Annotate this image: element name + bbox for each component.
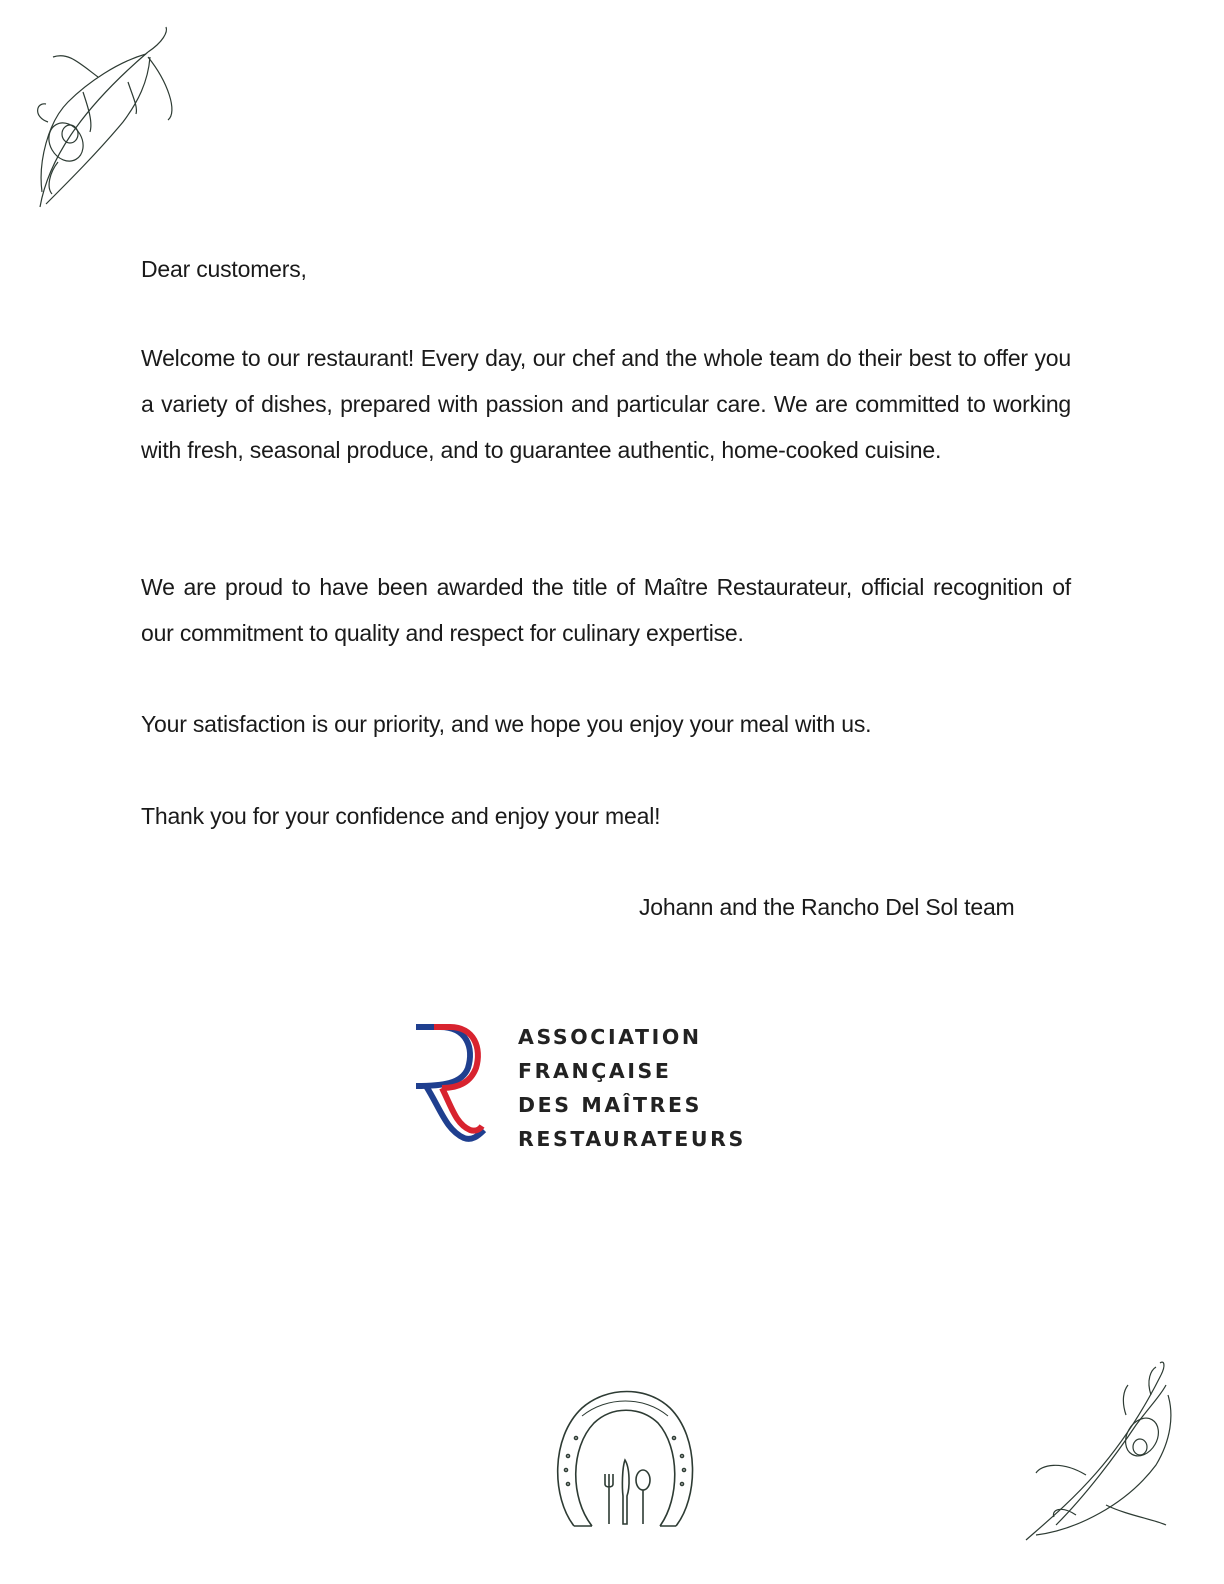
letter-paragraph-welcome: Welcome to our restaurant! Every day, our chef and the whole team do their best to offer you a variety of dishes, prepared with passion and particular care. We are committed to working with fresh, seasonal produce, and to guarantee authentic, home-cooked cuisine. (141, 345, 1071, 463)
knife-icon (622, 1460, 629, 1524)
logo-text (518, 1020, 746, 1156)
spoon-icon (636, 1470, 650, 1524)
double-r-logo-icon (412, 1018, 492, 1148)
letter-paragraph-satisfaction: Your satisfaction is our priority, and we hope you enjoy your meal with us. (141, 711, 872, 737)
peacock-feather-icon (28, 22, 178, 212)
peacock-feather-icon (1016, 1355, 1186, 1545)
maitres-restaurateurs-logo (412, 1018, 812, 1151)
logo-line-francaise: FRANÇAISE (518, 1059, 672, 1083)
letter-paragraph-award: We are proud to have been awarded the title of Maître Restaurateur, official recognition of our commitment to quality and respect for culinary expertise. (141, 574, 1071, 646)
logo-line-association: ASSOCIATION (518, 1025, 702, 1049)
logo-line-restaurateurs: RESTAURATEURS (518, 1127, 746, 1151)
logo-line-des-maitres: DES MAÎTRES (518, 1093, 702, 1117)
letter-paragraph-thanks: Thank you for your confidence and enjoy your meal! (141, 803, 661, 829)
letter-greeting: Dear customers, (141, 256, 307, 282)
letter-signature: Johann and the Rancho Del Sol team (639, 894, 1015, 920)
fork-icon (605, 1474, 613, 1524)
horseshoe-cutlery-icon (552, 1378, 698, 1528)
